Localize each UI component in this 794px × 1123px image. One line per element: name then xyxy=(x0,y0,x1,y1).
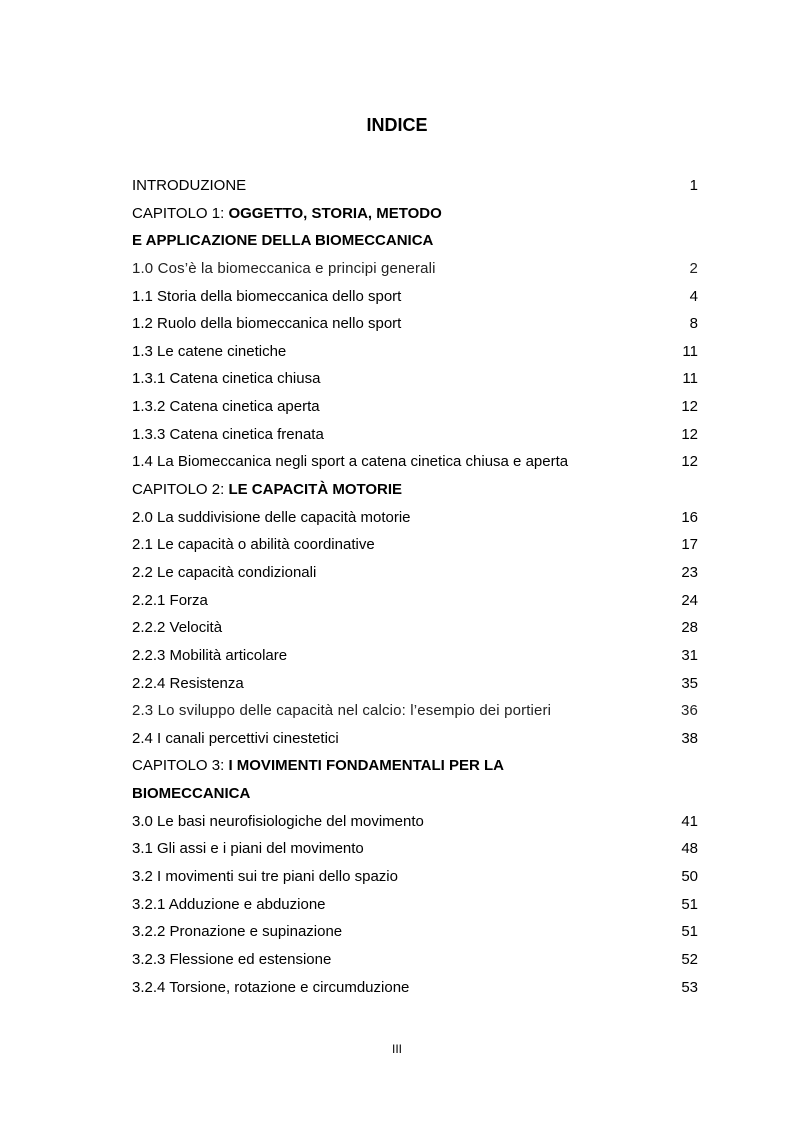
toc-entry-page: 1 xyxy=(689,177,698,194)
toc-entry xyxy=(132,642,698,670)
toc-chapter-heading xyxy=(132,200,698,228)
toc-entry-page: 53 xyxy=(681,978,698,996)
toc-entry-page: 36 xyxy=(681,702,698,720)
toc-entry-label: 1.4 La Biomeccanica negli sport a catena cinetica chiusa e aperta xyxy=(132,453,569,471)
toc-entry-label: 2.0 La suddivisione delle capacità motorie xyxy=(132,508,411,526)
toc-entry-label: 1.3.2 Catena cinetica aperta xyxy=(132,398,320,416)
toc-entry-page: 4 xyxy=(689,287,698,305)
toc-entry xyxy=(132,172,698,200)
toc-entry-page: 38 xyxy=(681,729,698,747)
toc-chapter-prefix: CAPITOLO 3: xyxy=(132,757,229,775)
toc-entry-label: 2.2 Le capacità condizionali xyxy=(132,563,317,581)
toc-entry xyxy=(132,614,698,642)
toc-entry-page: 50 xyxy=(681,868,698,886)
toc-entry-label: 2.2.1 Forza xyxy=(132,591,208,609)
toc-entry-page: 51 xyxy=(681,923,698,941)
toc-entry xyxy=(132,891,698,919)
toc-chapter-heading xyxy=(132,752,698,780)
toc-chapter-title: OGGETTO, STORIA, METODO xyxy=(228,204,442,222)
toc-entry-page: 51 xyxy=(681,895,698,913)
toc-entry-page: 23 xyxy=(681,563,698,581)
toc-chapter-prefix: CAPITOLO 1: xyxy=(132,204,229,222)
toc-entry-label: 2.4 I canali percettivi cinestetici xyxy=(132,729,339,747)
toc-chapter-label xyxy=(132,476,402,504)
toc-entry-page: 16 xyxy=(681,508,698,526)
toc-entry-page: 12 xyxy=(681,398,698,416)
toc-entry-page: 2 xyxy=(689,259,698,277)
toc-entry xyxy=(132,283,698,311)
toc-entry-label: 2.2.3 Mobilità articolare xyxy=(132,646,288,664)
toc-entry-label: 3.2 I movimenti sui tre piani dello spazio xyxy=(132,868,398,886)
toc-entry-label: 1.3.3 Catena cinetica frenata xyxy=(132,425,324,443)
table-of-contents xyxy=(132,172,698,1001)
toc-entry xyxy=(132,393,698,421)
toc-entry xyxy=(132,974,698,1002)
toc-entry-label: 1.0 Cos’è la biomeccanica e principi generali xyxy=(132,259,436,277)
toc-entry-page: 12 xyxy=(681,453,698,471)
toc-entry-page: 41 xyxy=(681,812,698,830)
toc-entry-page: 8 xyxy=(689,315,698,333)
toc-entry xyxy=(132,946,698,974)
toc-entry-page: 11 xyxy=(682,342,698,360)
toc-entry-label: 3.0 Le basi neurofisiologiche del movimento xyxy=(132,812,424,830)
toc-entry-page: 11 xyxy=(682,370,698,388)
toc-entry-label: 1.1 Storia della biomeccanica dello sport xyxy=(132,287,402,305)
toc-entry-page: 31 xyxy=(681,646,698,664)
toc-entry xyxy=(132,559,698,587)
toc-chapter-heading xyxy=(132,476,698,504)
toc-entry xyxy=(132,808,698,836)
toc-entry-label: 2.2.2 Velocità xyxy=(132,619,223,637)
toc-entry xyxy=(132,670,698,698)
toc-entry xyxy=(132,421,698,449)
toc-entry-page: 12 xyxy=(681,425,698,443)
page-title: INDICE xyxy=(366,115,428,135)
toc-entry-page: 28 xyxy=(681,619,698,637)
toc-entry-label: INTRODUZIONE xyxy=(132,177,247,194)
toc-entry-label: 3.2.3 Flessione ed estensione xyxy=(132,950,332,968)
toc-chapter-prefix: CAPITOLO 2: xyxy=(132,481,229,499)
toc-chapter-heading-continued xyxy=(132,227,698,255)
toc-chapter-heading-continued xyxy=(132,780,698,808)
toc-chapter-label xyxy=(132,200,442,228)
toc-entry xyxy=(132,365,698,393)
toc-entry-label: 2.3 Lo sviluppo delle capacità nel calcio: l’esempio dei portieri xyxy=(132,702,552,720)
toc-chapter-title: LE CAPACITÀ MOTORIE xyxy=(228,481,403,499)
toc-entry xyxy=(132,863,698,891)
toc-entry xyxy=(132,531,698,559)
toc-entry xyxy=(132,310,698,338)
toc-entry xyxy=(132,338,698,366)
toc-chapter-title: I MOVIMENTI FONDAMENTALI PER LA xyxy=(228,757,504,775)
toc-entry-label: 3.2.4 Torsione, rotazione e circumduzione xyxy=(132,978,410,996)
toc-entry xyxy=(132,918,698,946)
toc-entry-label: 3.1 Gli assi e i piani del movimento xyxy=(132,840,364,858)
toc-entry-page: 48 xyxy=(681,840,698,858)
toc-chapter-label xyxy=(132,752,504,780)
toc-entry xyxy=(132,835,698,863)
page-number: III xyxy=(391,1042,402,1056)
toc-entry xyxy=(132,448,698,476)
toc-entry xyxy=(132,697,698,725)
toc-entry-label: 2.1 Le capacità o abilità coordinative xyxy=(132,536,375,554)
toc-entry xyxy=(132,504,698,532)
toc-entry-label: 1.3 Le catene cinetiche xyxy=(132,342,287,360)
toc-entry xyxy=(132,587,698,615)
toc-chapter-title: BIOMECCANICA xyxy=(132,785,251,803)
toc-chapter-label xyxy=(132,227,433,255)
toc-chapter-label xyxy=(132,780,250,808)
toc-entry-label: 1.3.1 Catena cinetica chiusa xyxy=(132,370,321,388)
toc-entry-page: 35 xyxy=(681,674,698,692)
toc-entry-label: 2.2.4 Resistenza xyxy=(132,674,244,692)
toc-entry xyxy=(132,725,698,753)
toc-entry-page: 24 xyxy=(681,591,698,609)
toc-entry-page: 52 xyxy=(681,950,698,968)
toc-entry-label: 1.2 Ruolo della biomeccanica nello sport xyxy=(132,315,402,333)
toc-entry-label: 3.2.1 Adduzione e abduzione xyxy=(132,895,326,913)
toc-entry xyxy=(132,255,698,283)
toc-entry-page: 17 xyxy=(681,536,698,554)
toc-entry-label: 3.2.2 Pronazione e supinazione xyxy=(132,923,343,941)
toc-chapter-title: E APPLICAZIONE DELLA BIOMECCANICA xyxy=(132,232,434,250)
